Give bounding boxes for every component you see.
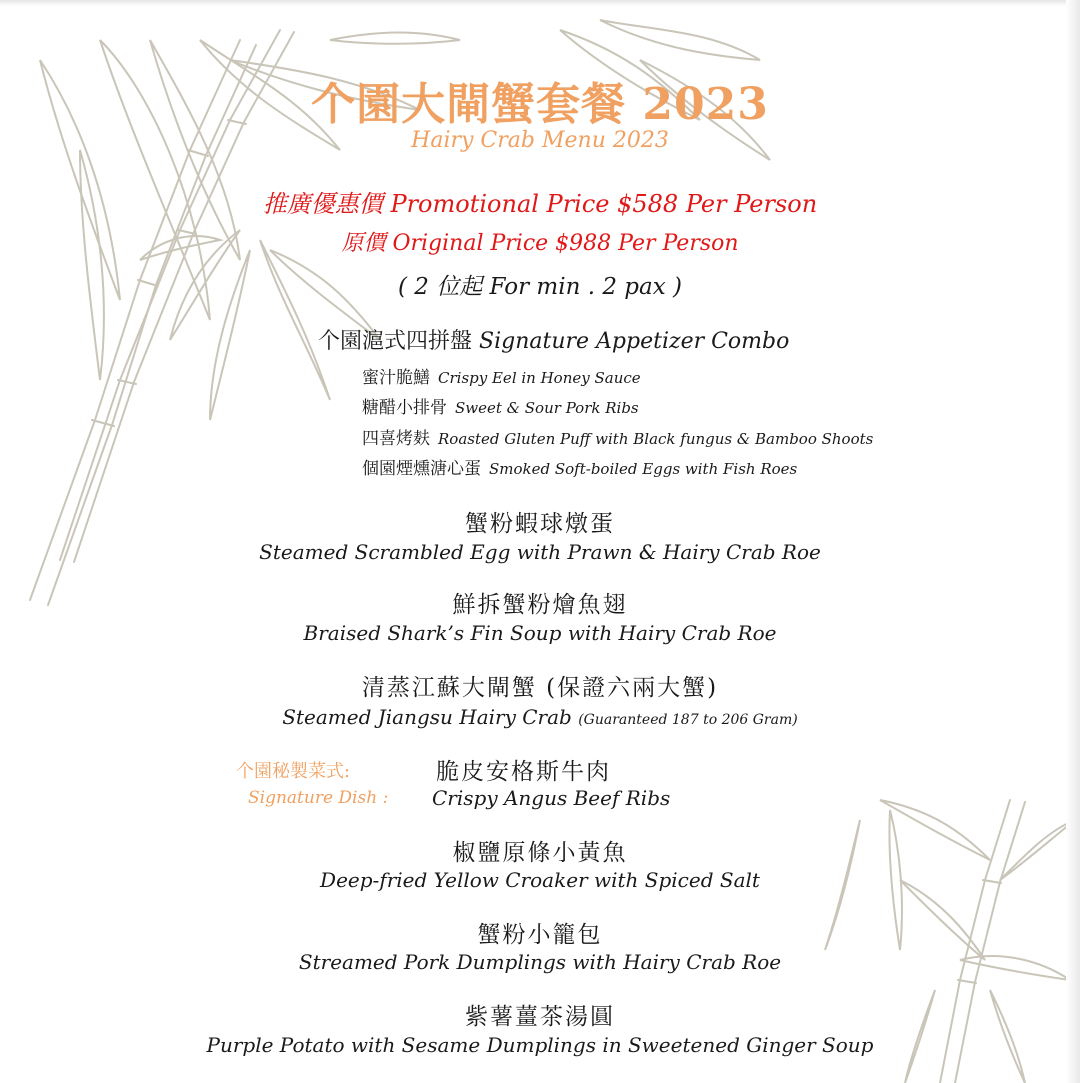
minimum-pax: ( 2 位起 For min . 2 pax ): [398, 274, 682, 300]
dish-name-cn: 椒鹽原條小黃魚: [452, 840, 628, 866]
dish-name-cn: 紫薯薑茶湯圓: [465, 1004, 615, 1030]
appetizer-title-cn: 个園滬式四拼盤: [318, 329, 473, 354]
dish-name-en: Purple Potato with Sesame Dumplings in Sweetened Ginger Soup: [206, 1033, 874, 1057]
appetizer-item: [362, 393, 639, 418]
dish-name-en: Braised Shark’s Fin Soup with Hairy Crab Roe: [303, 621, 777, 645]
dish-name-en: Streamed Pork Dumplings with Hairy Crab Roe: [298, 950, 782, 974]
appetizer-item-cn: 個園煙燻溏心蛋: [362, 459, 481, 479]
promotional-price: 推廣優惠價 Promotional Price $588 Per Person: [262, 190, 818, 218]
appetizer-item-cn: 蜜汁脆鱔: [362, 368, 430, 388]
appetizer-item: [362, 454, 797, 479]
menu-subtitle: Hairy Crab Menu 2023: [411, 128, 669, 153]
signature-label-cn: 个園秘製菜式:: [236, 761, 351, 782]
menu-title: 个園大閘蟹套餐 2023: [311, 79, 769, 130]
appetizer-item-en: Roasted Gluten Puff with Black fungus & Bamboo Shoots: [438, 430, 874, 448]
appetizer-item: [362, 424, 873, 449]
signature-dish-en: Crispy Angus Beef Ribs: [432, 786, 671, 810]
dish-name-en-text: Steamed Jiangsu Hairy Crab: [282, 705, 572, 729]
page-top-edge: [0, 0, 1080, 6]
signature-dish-cn: 脆皮安格斯牛肉: [436, 759, 611, 785]
appetizer-item-cn: 糖醋小排骨: [362, 398, 447, 418]
dish-name-cn: 清蒸江蘇大閘蟹 (保證六兩大蟹): [361, 675, 719, 701]
dish-name-cn: 蟹粉小籠包: [477, 922, 603, 948]
appetizer-item-en: Crispy Eel in Honey Sauce: [438, 369, 641, 387]
appetizer-item-en: Smoked Soft-boiled Eggs with Fish Roes: [489, 460, 798, 478]
signature-label-en: Signature Dish :: [248, 788, 389, 808]
dish-name-cn: 鮮拆蟹粉燴魚翅: [452, 592, 628, 618]
appetizer-item: [362, 363, 641, 388]
dish-name-en: Steamed Scrambled Egg with Prawn & Hairy Crab Roe: [259, 540, 821, 564]
dish-name-en: [0, 705, 1080, 729]
dish-name-cn: 蟹粉蝦球燉蛋: [465, 511, 615, 537]
appetizer-item-cn: 四喜烤麸: [362, 429, 430, 449]
original-price: 原價 Original Price $988 Per Person: [341, 231, 739, 256]
appetizer-title-en: Signature Appetizer Combo: [479, 329, 790, 354]
dish-note: (Guaranteed 187 to 206 Gram): [578, 712, 798, 728]
appetizer-item-en: Sweet & Sour Pork Ribs: [455, 399, 639, 417]
dish-name-en: Deep-fried Yellow Croaker with Spiced Salt: [320, 868, 760, 892]
appetizer-combo-title: [318, 324, 789, 355]
